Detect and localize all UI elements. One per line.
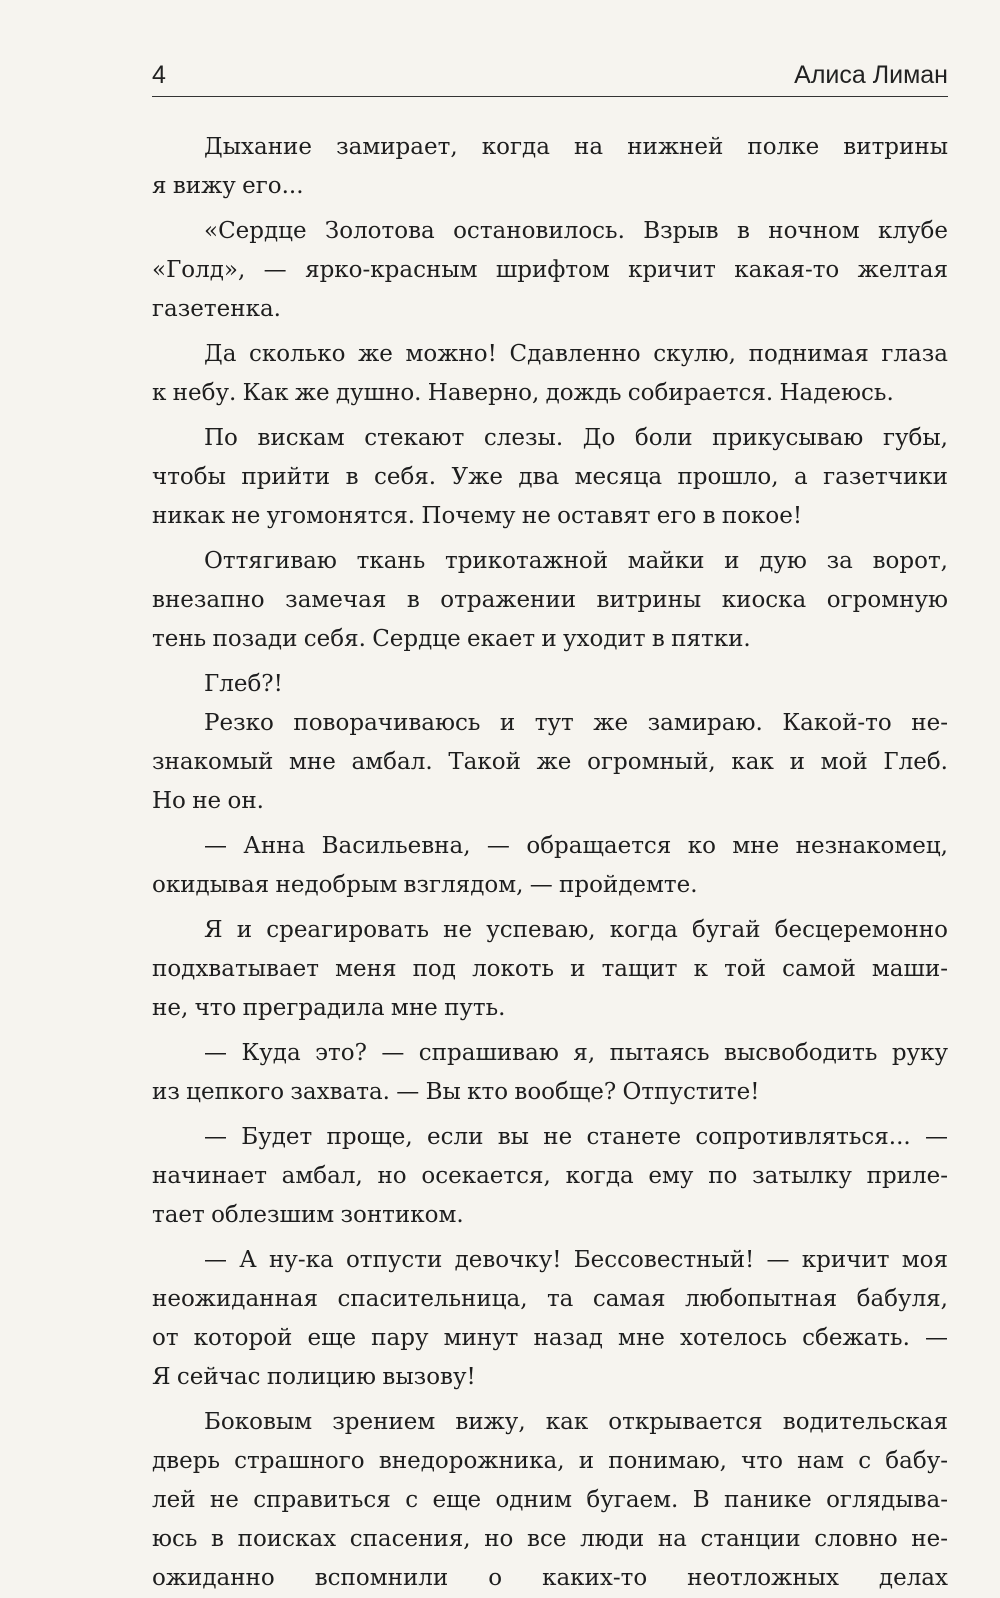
text-line: — Будет проще, если вы не станете сопротивляться... —	[204, 1124, 948, 1150]
text-line: от которой еще пару минут назад мне хотелось сбежать. —	[152, 1325, 948, 1351]
text-line: «Голд», — ярко-красным шрифтом кричит какая-то желтая	[152, 257, 948, 283]
text-line: знакомый мне амбал. Такой же огромный, как и мой Глеб.	[152, 749, 948, 775]
text-line: — А ну-ка отпусти девочку! Бессовестный! — кричит моя	[204, 1247, 948, 1273]
text-line: Я сейчас полицию вызову!	[152, 1364, 476, 1390]
text-line: никак не угомонятся. Почему не оставят его в покое!	[152, 503, 803, 529]
text-line: не, что преградила мне путь.	[152, 995, 506, 1021]
page-number: 4	[152, 61, 166, 89]
text-line: газетенка.	[152, 296, 281, 322]
text-line: юсь в поисках спасения, но все люди на станции словно не-	[152, 1526, 948, 1552]
text-line: — Куда это? — спрашиваю я, пытаясь высвободить руку	[204, 1040, 948, 1066]
text-line: Да сколько же можно! Сдавленно скулю, поднимая глаза	[204, 341, 948, 367]
text-line: Боковым зрением вижу, как открывается водительская	[204, 1409, 948, 1435]
text-line: «Сердце Золотова остановилось. Взрыв в ночном клубе	[204, 218, 948, 244]
body-text	[152, 128, 948, 1598]
text-line: ожиданно вспомнили о каких-то неотложных делах	[152, 1565, 948, 1591]
text-line: — Анна Васильевна, — обращается ко мне незнакомец,	[204, 833, 948, 859]
text-line: Оттягиваю ткань трикотажной майки и дую за ворот,	[204, 548, 948, 574]
text-line: начинает амбал, но осекается, когда ему по затылку приле-	[152, 1163, 948, 1189]
text-line: внезапно замечая в отражении витрины киоска огромную	[152, 587, 948, 613]
text-line: Но не он.	[152, 788, 264, 814]
text-line: Резко поворачиваюсь и тут же замираю. Какой-то не-	[204, 710, 948, 736]
text-line: я вижу его...	[152, 173, 304, 199]
text-line: тень позади себя. Сердце екает и уходит в пятки.	[152, 626, 751, 652]
author-running-title: Алиса Лиман	[794, 61, 948, 89]
text-line: подхватывает меня под локоть и тащит к той самой маши-	[152, 956, 948, 982]
text-line: лей не справиться с еще одним бугаем. В панике оглядыва-	[152, 1487, 948, 1513]
text-line: неожиданная спасительница, та самая любопытная бабуля,	[152, 1286, 948, 1312]
text-line: к небу. Как же душно. Наверно, дождь собирается. Надеюсь.	[152, 380, 894, 406]
text-line: окидывая недобрым взглядом, — пройдемте.	[152, 872, 698, 898]
text-line: чтобы прийти в себя. Уже два месяца прошло, а газетчики	[152, 464, 948, 490]
running-header	[152, 58, 948, 97]
text-line: По вискам стекают слезы. До боли прикусываю губы,	[204, 425, 948, 451]
text-line: Дыхание замирает, когда на нижней полке витрины	[204, 134, 948, 160]
text-line: дверь страшного внедорожника, и понимаю, что нам с бабу-	[152, 1448, 948, 1474]
text-line: Глеб?!	[204, 671, 283, 697]
text-line: из цепкого захвата. — Вы кто вообще? Отпустите!	[152, 1079, 760, 1105]
text-line: тает облезшим зонтиком.	[152, 1202, 464, 1228]
text-line: Я и среагировать не успеваю, когда бугай бесцеремонно	[204, 917, 948, 943]
